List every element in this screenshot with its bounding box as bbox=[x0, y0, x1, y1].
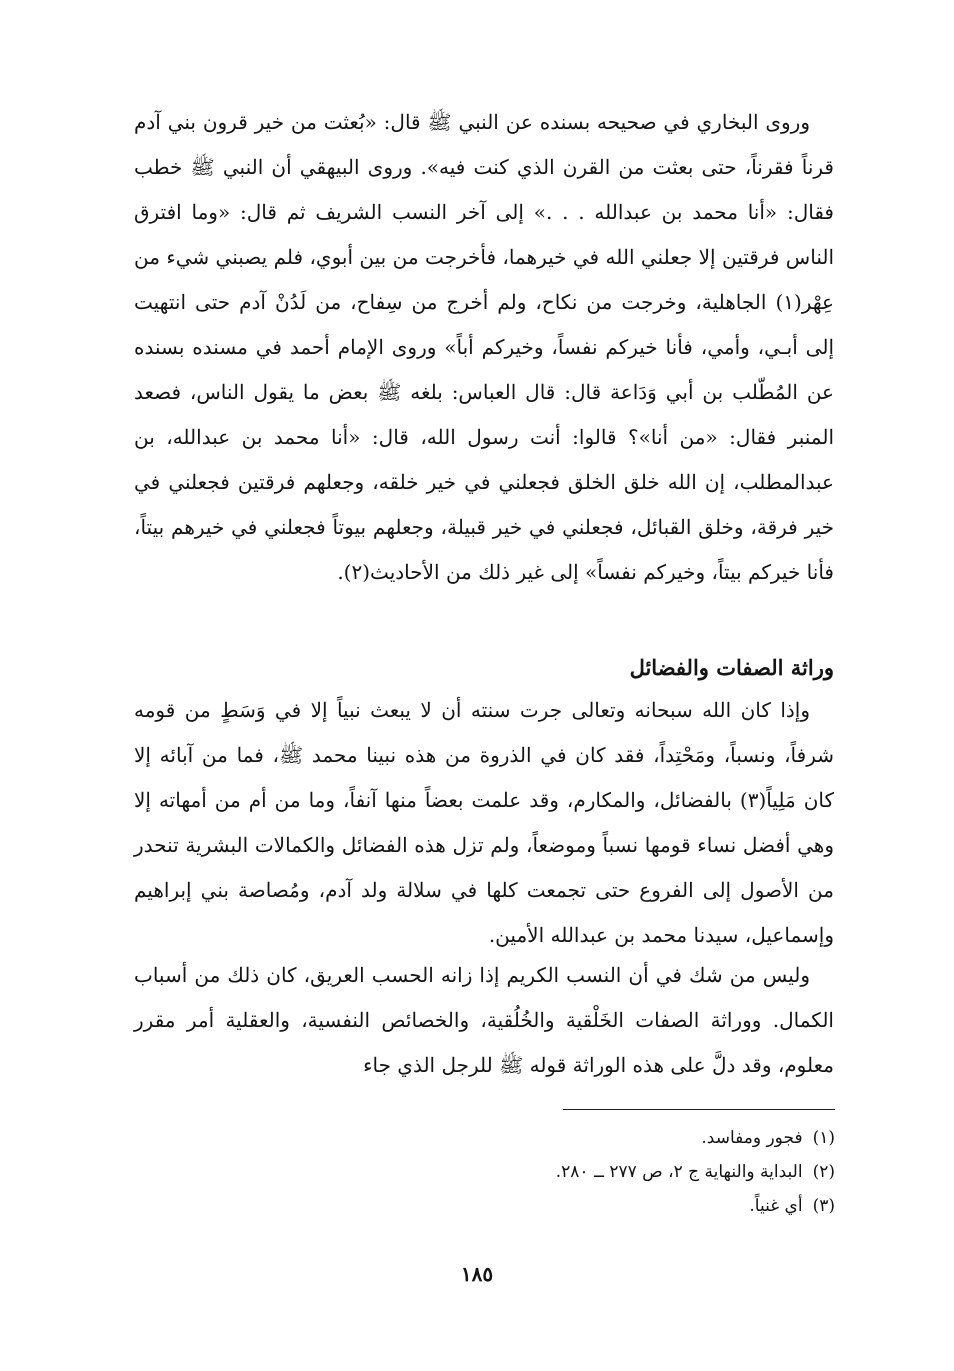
footnote-number: (٢) bbox=[812, 1162, 835, 1182]
footnote-item bbox=[300, 1189, 835, 1223]
footnote-text: البداية والنهاية ج ٢، ص ٢٧٧ ــ ٢٨٠. bbox=[555, 1162, 803, 1182]
paragraph-hadith-lineage bbox=[134, 100, 834, 595]
footnote-number: (١) bbox=[812, 1128, 835, 1148]
page-number: ١٨٥ bbox=[460, 1262, 494, 1286]
footnote-item bbox=[300, 1155, 835, 1189]
footnote-number: (٣) bbox=[812, 1196, 835, 1216]
paragraph-text: وليس من شك في أن النسب الكريم إذا زانه الحسب العريق، كان ذلك من أسباب الكمال. ووراثة الصفات الخَلْقية والخُلُقية، والخصائص النفسية، والعقلية أمر مقرر معلوم، وقد دلَّ على هذه الوراثة قوله ﷺ للرجل الذي جاء bbox=[134, 963, 834, 1077]
footnote-text: فجور ومفاسد. bbox=[701, 1128, 803, 1148]
paragraph-text: وإذا كان الله سبحانه وتعالى جرت سنته أن لا يبعث نبياً إلا في وَسَطٍ من قومه شرفاً، ونسباً، ومَحْتِداً، فقد كان في الذروة من هذه نبينا محمد ﷺ، فما من آبائه إلا كان مَلِياً(٣) بالفضائل، والمكارم، وقد علمت بعضاً منها آنفاً، وما من أم من أمهاته إلا وهي أفضل نساء قومها نسباً وموضعاً، ولم تزل هذه الفضائل والكمالات البشرية تنحدر من الأصول إلى الفروع حتى تجمعت كلها في سلالة ولد آدم، ومُصاصة بني إبراهيم وإسماعيل، سيدنا محمد بن عبدالله الأمين. bbox=[134, 698, 834, 947]
footnote-text: أي غنياً. bbox=[749, 1196, 803, 1216]
paragraph-virtues bbox=[134, 688, 834, 958]
footnote-item bbox=[300, 1121, 835, 1155]
footnotes bbox=[300, 1121, 835, 1223]
footnote-divider bbox=[563, 1109, 835, 1110]
paragraph-text: وروى البخاري في صحيحه بسنده عن النبي ﷺ قال: «بُعثت من خير قرون بني آدم قرناً فقرناً، حتى بعثت من القرن الذي كنت فيه». وروى البيهقي أن النبي ﷺ خطب فقال: «أنا محمد بن عبدالله . . .» إلى آخر النسب الشريف ثم قال: «وما افترق الناس فرقتين إلا جعلني الله في خيرهما، فأخرجت من بين أبوي، فلم يصبني شيء من عِهْر(١) الجاهلية، وخرجت من نكاح، ولم أخرج من سِفاح، من لَدُنْ آدم حتى انتهيت إلى أبـي، وأمي، فأنا خيركم نفساً، وخيركم أباً» وروى الإمام أحمد في مسنده بسنده عن المُطّلب بن أبي وَدَاعة قال: قال العباس: بلغه ﷺ بعض ما يقول الناس، فصعد المنبر فقال: «من أنا»؟ قالوا: أنت رسول الله، قال: «أنا محمد بن عبدالله، بن عبدالمطلب، إن الله خلق الخلق فجعلني في خير خلقه، وجعلهم فرقتين فجعلني في خير فرقة، وخلق القبائل، فجعلني في خير قبيلة، وجعلهم بيوتاً فجعلني في خيرهم بيتاً، فأنا خيركم بيتاً، وخيركم نفساً» إلى غير ذلك من الأحاديث(٢). bbox=[134, 110, 835, 584]
paragraph-inheritance bbox=[134, 953, 834, 1088]
section-heading: وراثة الصفات والفضائل bbox=[629, 655, 834, 680]
